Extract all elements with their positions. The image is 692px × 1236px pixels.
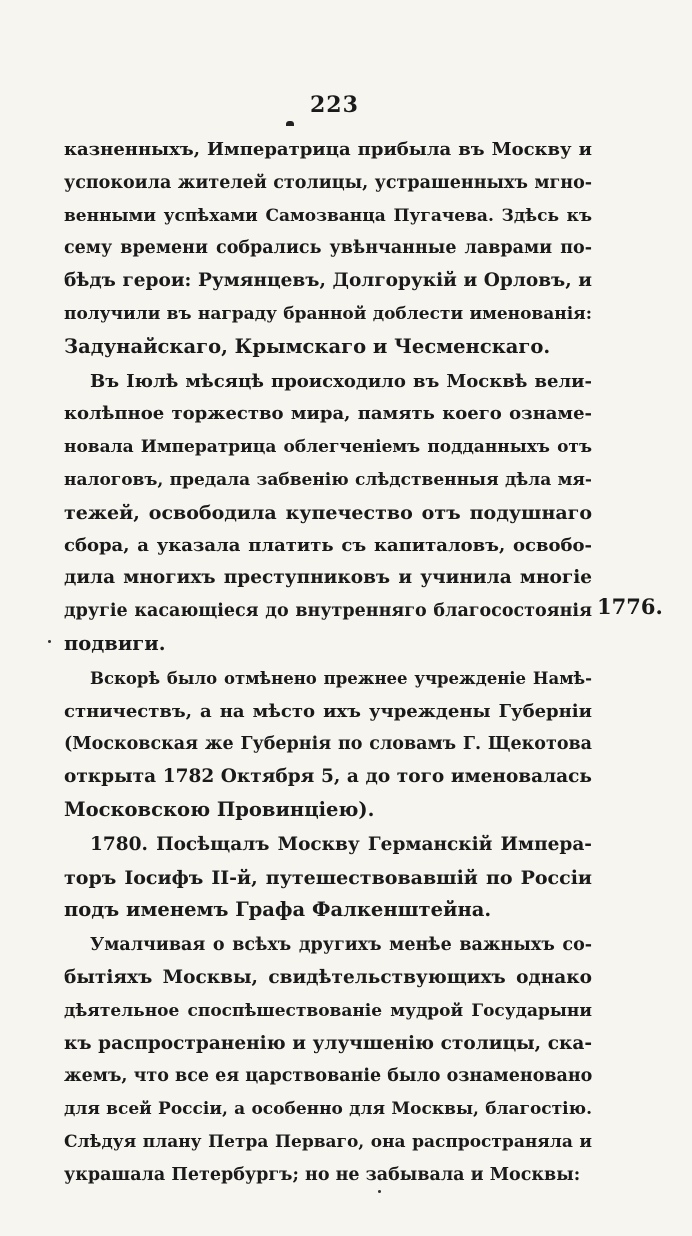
text-line: венными успѣхами Самозванца Пугачева. Здѣсь къ: [64, 205, 592, 226]
text-line: (Московская же Губернія по словамъ Г. Щекотова: [64, 734, 592, 755]
text-line: Вскорѣ было отмѣнено прежнее учрежденіе Намѣ-: [90, 668, 592, 688]
text-line: Московскою Провинціею).: [64, 797, 375, 821]
page-number: 223: [310, 92, 359, 118]
text-line: подъ именемъ Графа Фалкенштейна.: [64, 898, 492, 922]
text-line: успокоила жителей столицы, устрашенныхъ мгно-: [64, 172, 592, 193]
text-line: Въ Іюлѣ мѣсяцѣ происходило въ Москвѣ вели-: [90, 370, 592, 392]
text-line: получили въ награду бранной доблести именованія:: [64, 303, 592, 324]
text-line: дила многихъ преступниковъ и учинила многіе: [64, 567, 592, 589]
text-line: жемъ, что все ея царствованіе было ознаменовано: [64, 1066, 593, 1087]
text-line: торъ Іосифъ II-й, путешествовавшій по Россіи: [64, 866, 592, 889]
text-line: для всей Россіи, а особенно для Москвы, благостію.: [64, 1099, 592, 1120]
text-line: стничествъ, а на мѣсто ихъ учреждены Губерніи: [64, 700, 592, 722]
text-line: сему времени собрались увѣнчанные лаврами по-: [64, 238, 592, 259]
text-line: дѣятельное споспѣшествованіе мудрой Государыни: [64, 1000, 592, 1021]
text-line: казненныхъ, Императрица прибыла въ Москву и: [64, 139, 592, 160]
text-line: Задунайскаго, Крымскаго и Чесменскаго.: [64, 334, 551, 358]
text-line: сбора, а указала платить съ капиталовъ, освобо-: [64, 534, 592, 556]
text-line: къ распространенію и улучшенію столицы, ска-: [64, 1032, 592, 1054]
text-line: 1780. Посѣщалъ Москву Германскій Импера-: [90, 833, 592, 855]
text-line: бѣдъ герои: Румянцевъ, Долгорукій и Орловъ, и: [64, 270, 592, 292]
ink-mark: [286, 121, 294, 126]
margin-year-note: 1776.: [597, 594, 663, 619]
body-text: [64, 134, 592, 1192]
text-line: открыта 1782 Октября 5, а до того именовалась: [64, 766, 592, 788]
paper-speck: [378, 1190, 381, 1193]
text-line: Умалчивая о всѣхъ другихъ менѣе важныхъ со-: [90, 935, 592, 956]
text-line: новала Императрица облегченіемъ подданныхъ отъ: [64, 437, 592, 458]
text-line: тежей, освободила купечество отъ подушнаго: [64, 501, 592, 524]
text-line: украшала Петербургъ; но не забывала и Москвы:: [64, 1164, 581, 1185]
text-line: бытіяхъ Москвы, свидѣтельствующихъ однако: [64, 966, 592, 988]
text-line: Слѣдуя плану Петра Перваго, она распространяла и: [64, 1131, 592, 1152]
text-line: подвиги.: [64, 631, 166, 655]
text-line: другіе касающіеся до внутренняго благосостоянія: [64, 601, 592, 622]
paper-speck: [48, 640, 51, 643]
text-line: налоговъ, предала забвенію слѣдственныя дѣла мя-: [64, 469, 592, 490]
text-line: колѣпное торжество мира, память коего ознаме-: [64, 403, 592, 425]
